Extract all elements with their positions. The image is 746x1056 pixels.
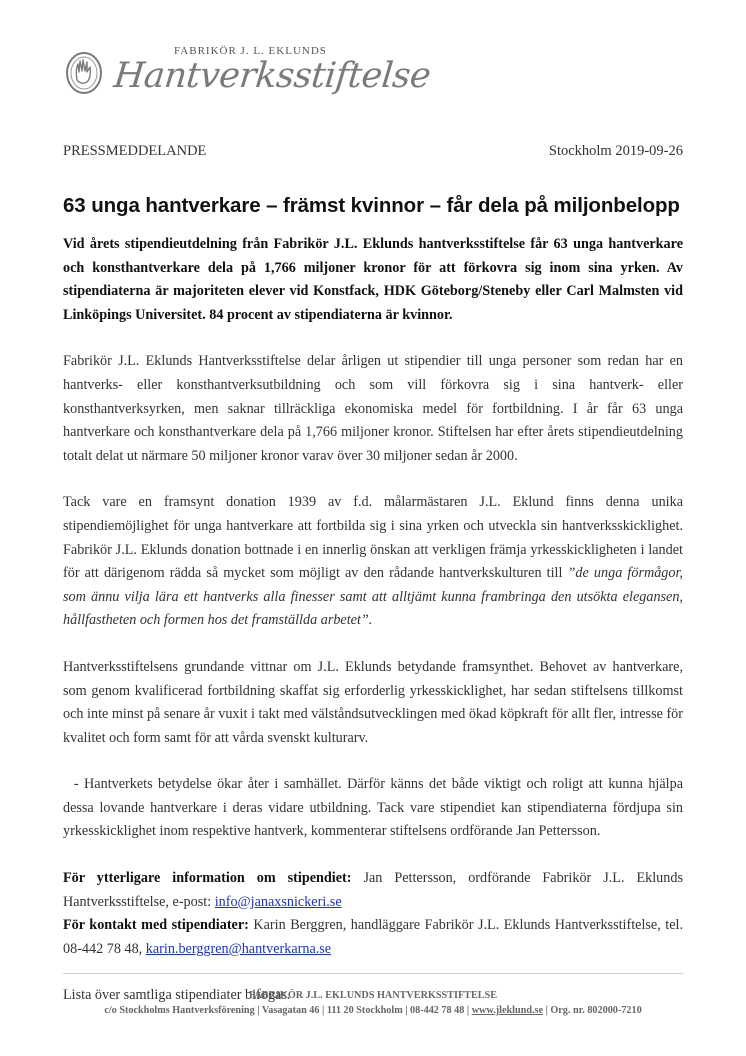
brand-logo: [64, 44, 433, 104]
recipient-contact-label: För kontakt med stipendiater:: [63, 917, 249, 934]
hand-emblem-icon: [64, 50, 104, 96]
footer-address: c/o Stockholms Hantverksförening | Vasagatan 46 | 111 20 Stockholm | 08-442 78 48 |: [104, 1005, 472, 1016]
footer: [0, 988, 746, 1018]
document-type-label: PRESSMEDDELANDE: [63, 143, 207, 159]
info-contact-label: För ytterligare information om stipendiet:: [63, 870, 352, 887]
info-contact: [63, 867, 683, 914]
recipient-contact: [63, 914, 683, 961]
article-body: [63, 233, 687, 1031]
page-title: 63 unga hantverkare – främst kvinnor – får dela på miljonbelopp: [63, 194, 680, 217]
recipient-contact-text: Karin Berggren, handläggare Fabrikör J.L. Eklunds Hantverksstiftelse, tel. 08-442 78 48,: [63, 917, 683, 957]
contact-block: [63, 867, 683, 961]
place-date: Stockholm 2019-09-26: [548, 143, 683, 159]
closing-note: Lista över samtliga stipendiater bifogas.: [63, 987, 291, 1004]
footer-org-name: FABRIKÖR J.L. EKLUNDS HANTVERKSSTIFTELSE: [248, 990, 498, 1001]
lead-paragraph: Vid årets stipendieutdelning från Fabrikör J.L. Eklunds hantverksstiftelse får 63 unga hantverkare och konsthantverkare dela på 1,766 miljoner kronor för att förkovra sig inom sina yrken. Av stipendiaterna är majoriteten elever vid Konstfack, HDK Göteborg/Steneby eller Carl Malmsten vid Linköpings Universitet. 84 procent av stipendiaterna är kvinnor.: [63, 236, 683, 323]
paragraph-4: - Hantverkets betydelse ökar åter i samhället. Därför känns det både viktigt och roligt att kunna hjälpa dessa lovande hantverkare i deras vidare utbildning. Tack vare stipendiet kan stipendiaterna fördjupa sin yrkesskicklighet inom respektive hantverk, kommenterar stiftelsens ordförande Jan Pettersson.: [63, 776, 687, 840]
footer-website-link[interactable]: www.jleklund.se: [471, 1005, 544, 1016]
paragraph-3: Hantverksstiftelsens grundande vittnar om J.L. Eklunds betydande framsynthet. Behovet av hantverkare, som genom kvalificerad fortbildning skaffat sig erforderlig yrkesskicklighet, har sedan stiftelsens tillkomst och inte minst på senare år vuxit i takt med välståndsutvecklingen med ökad köpkraft för allt fler, intresse för kvalitet och form samt för att vårda svenskt kulturarv.: [63, 658, 683, 746]
footer-address-line: [0, 1003, 746, 1018]
meta-row: [63, 143, 683, 160]
info-contact-text: Jan Pettersson, ordförande Fabrikör J.L. Eklunds Hantverksstiftelse, e-post:: [63, 870, 683, 910]
brand-top-text: FABRIKÖR J. L. EKLUNDS: [174, 45, 327, 57]
brand-script-text: Hantverksstiftelse: [111, 56, 433, 96]
recipient-email-link[interactable]: karin.berggren@hantverkarna.se: [145, 940, 332, 957]
paragraph-2-quote: ”de unga förmågor, som ännu vilja lära ett hantverks alla finesser samt att alltjämt kunna frambringa den utsökta elegansen, hållfastheten och formen hos det framställda arbetet”.: [63, 565, 683, 629]
info-email-link[interactable]: info@janaxsnickeri.se: [214, 893, 342, 910]
paragraph-2-text: Tack vare en framsynt donation 1939 av f.d. målarmästaren J.L. Eklund finns denna unika stipendiemöjlighet för unga hantverkare att fortbilda sig i sina yrken och utveckla sin hantverksskicklighet. Fabrikör J.L. Eklunds donation bottnade i en innerlig önskan att verkligen främja yrkesskickligheten i landet för att därigenom rädda så mycket som möjligt av den rådande hantverkskulturen till: [63, 494, 683, 582]
paragraph-1: Fabrikör J.L. Eklunds Hantverksstiftelse delar årligen ut stipendier till unga personer som redan har en hantverks- eller konsthantverksutbildning och som vill förkovra sig i sina hantverk- eller konsthantverksyrken, men saknar tillräckliga ekonomiska medel för fortbildning. I år får 63 unga hantverkare och konsthantverkare dela på 1,766 miljoner kronor. Stiftelsen har efter årets stipendieutdelning totalt delat ut närmare 50 miljoner kronor varav över 30 miljoner sedan år 2000.: [63, 353, 683, 464]
footer-org-number: | Org. nr. 802000-7210: [543, 1005, 642, 1016]
footer-divider: [63, 973, 683, 974]
paragraph-2: [63, 491, 683, 633]
